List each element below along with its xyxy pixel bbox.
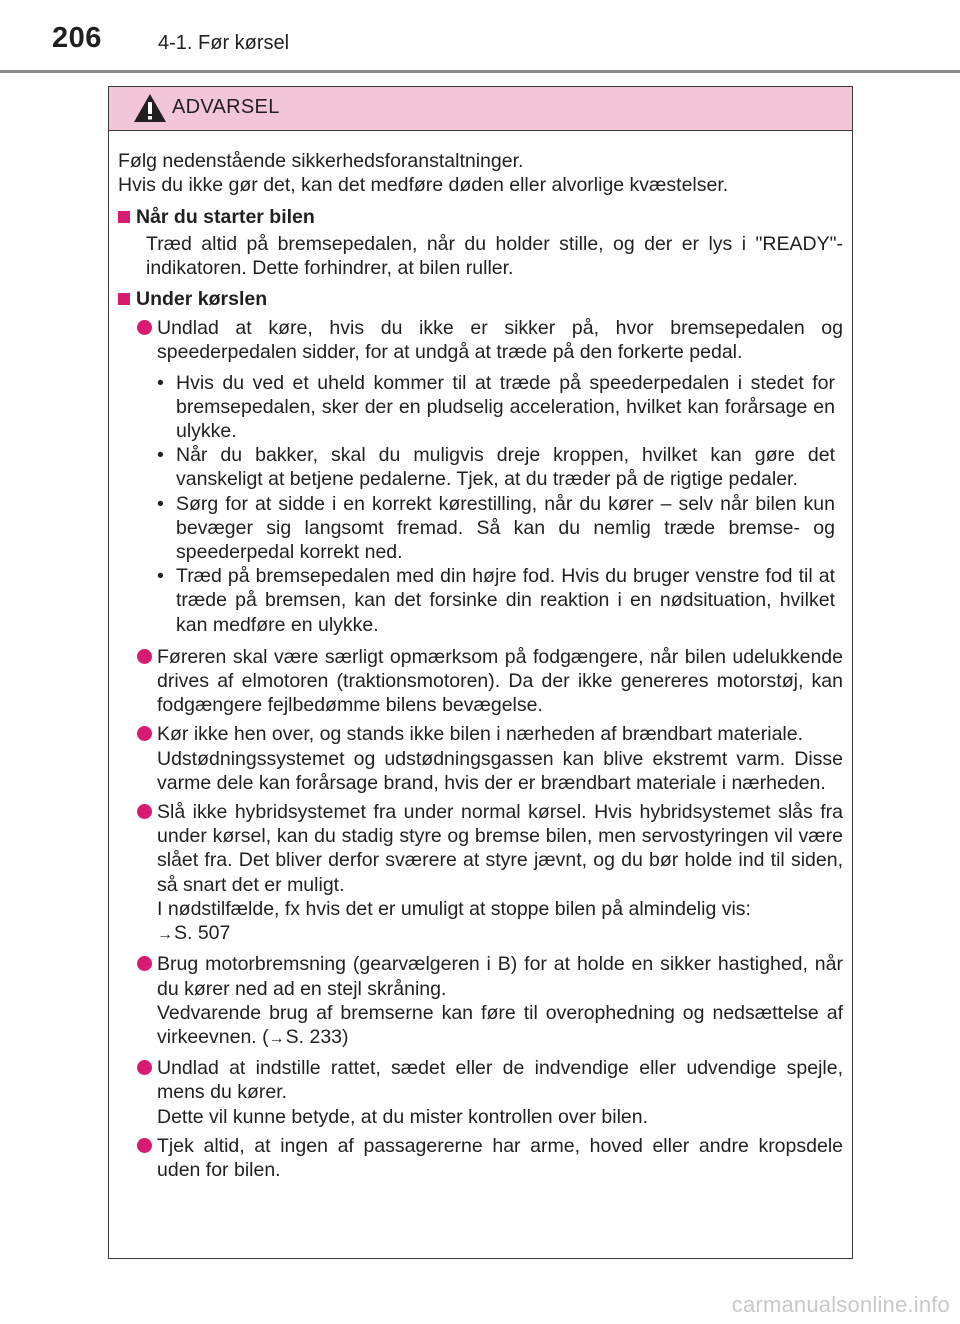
bullet-text: Slå ikke hybridsystemet fra under normal kørsel. Hvis hybridsystemet slås fra under kørsel, kan du stadig styre og bremse bilen, men servostyringen vil være slået fra. Det bliver derfor sværere at styre jævnt, og du bør holde ind til siden, så snart det er muligt. [157, 801, 843, 896]
list-item [137, 800, 843, 947]
bullet-text: Dette vil kunne betyde, at du mister kontrollen over bilen. [157, 1105, 649, 1128]
section-title: 4-1. Før kørsel [158, 32, 290, 54]
warning-triangle-icon [133, 93, 167, 123]
arrow-right-icon: → [157, 926, 173, 944]
arrow-right-icon: → [268, 1029, 285, 1047]
page-reference[interactable]: →S. 233 [268, 1025, 343, 1048]
sub-list-item: • Hvis du ved et uheld kommer til at træde på speederpedalen i stedet for bremsepedalen, sker der en pludselig acceleration, hvilket kan forårsage en ulykke. [157, 371, 835, 443]
section-heading [118, 287, 843, 311]
round-bullet-icon [137, 1138, 152, 1153]
list-item [137, 722, 843, 795]
section-driving [118, 287, 843, 1182]
bullet-text: Kør ikke hen over, og stands ikke bilen i nærheden af brændbart materiale. [157, 723, 804, 746]
page-reference[interactable]: →S. 507 [157, 922, 231, 945]
square-bullet-icon [118, 211, 130, 223]
list-item [137, 1056, 843, 1129]
list-item [137, 645, 843, 718]
intro-line: Hvis du ikke gør det, kan det medføre døden eller alvorlige kvæstelser. [118, 174, 729, 197]
round-bullet-icon [137, 726, 152, 741]
watermark: carmanualsonline.info [731, 1292, 950, 1317]
bullet-text: Brug motorbremsning (gearvælgeren i B) for at holde en sikker hastighed, når du kører ned ad en stejl skråning. [157, 953, 843, 1000]
bullet-text: Tjek altid, at ingen af passagererne har arme, hoved eller andre kropsdele uden for bilen. [157, 1134, 843, 1181]
section-heading [118, 205, 843, 229]
sub-list [157, 371, 843, 637]
header-divider [0, 70, 960, 73]
square-bullet-icon [118, 293, 130, 305]
section-heading-text: Under kørslen [136, 288, 268, 311]
intro [118, 149, 843, 197]
warning-box [108, 86, 853, 1259]
bullet-text: Føreren skal være særligt opmærksom på fodgængere, når bilen udelukkende drives af elmotoren (traktionsmotoren). Da der ikke genereres motorstøj, kan fodgængere fejlbedømme bilens bevægelse. [157, 645, 843, 717]
bullet-text: Undlad at køre, hvis du ikke er sikker på, hvor bremsepedalen og speederpedalen sidder, for at undgå at træde på den forkerte pedal. [157, 317, 843, 364]
section-starting [118, 205, 843, 280]
bullet-text: Undlad at indstille rattet, sædet eller de indvendige eller udvendige spejle, mens du kører. [157, 1057, 843, 1104]
round-bullet-icon [137, 956, 152, 971]
round-bullet-icon [137, 320, 152, 335]
list-item [137, 1134, 843, 1182]
bullet-text: Vedvarende brug af bremserne kan føre til overophedning og nedsættelse af virkeevnen. (→S. 233) [157, 1001, 843, 1048]
round-bullet-icon [137, 1060, 152, 1075]
sub-list-item: • Når du bakker, skal du muligvis dreje kroppen, hvilket kan gøre det vanskeligt at betjene pedalerne. Tjek, at du træder på de rigtige pedaler. [157, 444, 835, 491]
page-number: 206 [52, 22, 102, 54]
bullet-text: I nødstilfælde, fx hvis det er umuligt at stoppe bilen på almindelig vis: [157, 897, 751, 920]
warning-body [109, 131, 852, 1182]
warning-title: ADVARSEL [172, 96, 280, 118]
sub-list-item: • Sørg for at sidde i en korrekt kørestilling, når du kører – selv når bilen kun bevæger sig langsomt fremad. Så kan du nemlig træde bremse- og speederpedal korrekt ned. [157, 492, 835, 564]
sub-list-item: • Træd på bremsepedalen med din højre fod. Hvis du bruger venstre fod til at træde på bremsen, kan det forsinke din reaktion i en nødsituation, hvilket kan medføre en ulykke. [157, 565, 835, 636]
section-heading-text: Når du starter bilen [136, 206, 315, 229]
section-text: Træd altid på bremsepedalen, når du holder stille, og der er lys i "READY"-indikatoren. Dette forhindrer, at bilen ruller. [146, 232, 843, 279]
warning-header [109, 87, 852, 131]
round-bullet-icon [137, 804, 152, 819]
list-item [137, 952, 843, 1051]
bullet-text: Udstødningssystemet og udstødningsgassen kan blive ekstremt varm. Disse varme dele kan forårsage brand, hvis der er brændbart materiale i nærheden. [157, 747, 843, 794]
round-bullet-icon [137, 649, 152, 664]
intro-line: Følg nedenstående sikkerhedsforanstaltninger. [118, 150, 524, 172]
list-item [137, 316, 843, 640]
